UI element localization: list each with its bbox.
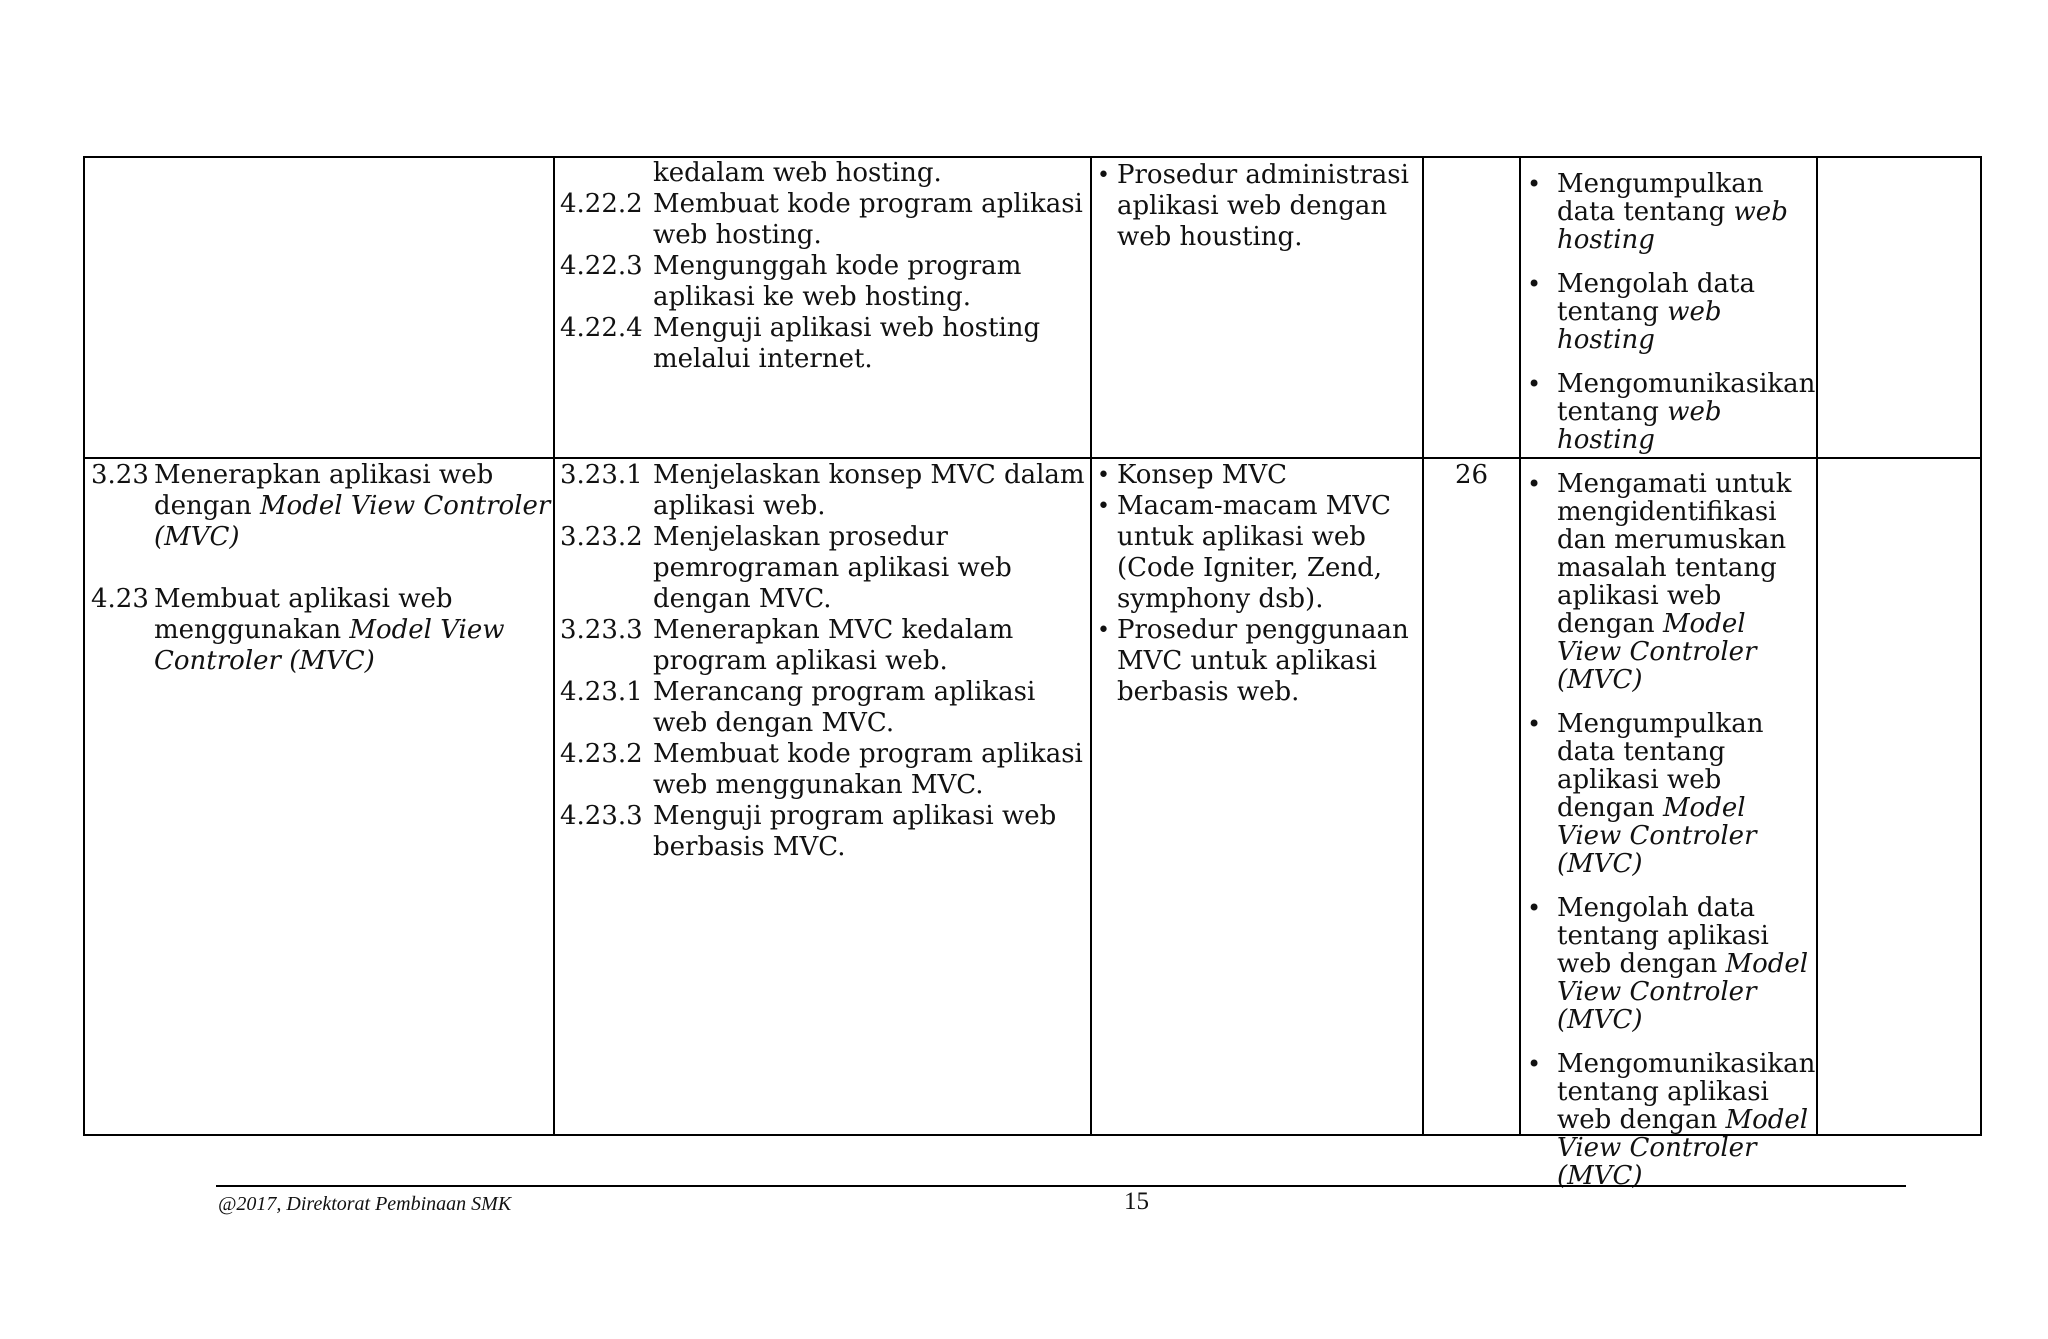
row2-activities [1521,470,1817,1206]
competency-item: 4.23 Membuat aplikasi web menggunakan Model View Controler (MVC) [91,584,505,676]
indicator-item: 4.23.2 Membuat kode program aplikasi web menggunakan MVC. [560,739,1083,800]
row2-materials [1097,460,1419,708]
footer-copyright: @2017, Direktorat Pembinaan SMK [218,1193,512,1215]
indicator-item: 4.22.4 Menguji aplikasi web hosting melalui internet. [560,313,1041,374]
footer-divider [216,1185,1906,1187]
bullet-icon: • [1527,270,1542,298]
material-item: • Prosedur penggunaan MVC untuk aplikasi berbasis web. [1097,615,1409,707]
bullet-icon: • [1527,894,1542,922]
activity-item: • Mengumpulkan data tentang web hosting [1521,170,1817,254]
bullet-icon: • [1527,710,1542,738]
material-item: • Prosedur administrasi aplikasi web dengan web housting. [1097,160,1409,252]
bullet-icon: • [1527,170,1542,198]
row1-materials [1097,160,1419,253]
row2-competencies [91,460,551,677]
row2-hours: 26 [1454,460,1489,490]
bullet-icon: • [1527,470,1542,498]
material-item: • Macam-macam MVC untuk aplikasi web (Code Igniter, Zend, symphony dsb). [1097,491,1392,614]
bullet-icon: • [1097,163,1110,188]
syllabus-table [83,156,1982,1191]
activity-item: • Mengomunikasikan tentang aplikasi web dengan Model View Controler (MVC) [1521,1050,1817,1190]
indicator-item: 3.23.2 Menjelaskan prosedur pemrograman aplikasi web dengan MVC. [560,522,1012,614]
activity-item: • Mengolah data tentang aplikasi web dengan Model View Controler (MVC) [1521,894,1817,1034]
indicator-item: 4.23.3 Menguji program aplikasi web berbasis MVC. [560,801,1057,862]
column-divider [1090,158,1092,1134]
bullet-icon: • [1527,1050,1542,1078]
indicator-item: kedalam web hosting. [653,158,942,188]
indicator-item: 4.22.3 Mengunggah kode program aplikasi ke web hosting. [560,251,1022,312]
row2-indicators [560,460,1090,863]
column-divider [1422,158,1424,1134]
indicator-item: 3.23.3 Menerapkan MVC kedalam program aplikasi web. [560,615,1014,676]
activity-item: • Mengolah data tentang web hosting [1521,270,1817,354]
column-divider [553,158,555,1134]
bullet-icon: • [1097,618,1110,643]
bullet-icon: • [1097,463,1110,488]
row1-indicators [560,158,1090,375]
activity-item: • Mengumpulkan data tentang aplikasi web dengan Model View Controler (MVC) [1521,710,1817,878]
indicator-item: 4.22.2 Membuat kode program aplikasi web hosting. [560,189,1083,250]
indicator-item: 4.23.1 Merancang program aplikasi web dengan MVC. [560,677,1036,738]
page-number: 15 [1124,1188,1149,1215]
bullet-icon: • [1527,370,1542,398]
row1-activities [1521,170,1817,470]
bullet-icon: • [1097,494,1110,519]
activity-item: • Mengomunikasikan tentang web hosting [1521,370,1817,454]
activity-item: • Mengamati untuk mengidentifikasi dan merumuskan masalah tentang aplikasi web dengan Model View Controler (MVC) [1521,470,1817,694]
indicator-item: 3.23.1 Menjelaskan konsep MVC dalam aplikasi web. [560,460,1085,521]
material-item: • Konsep MVC [1097,460,1288,490]
competency-item: 3.23 Menerapkan aplikasi web dengan Model View Controler (MVC) [91,460,551,552]
